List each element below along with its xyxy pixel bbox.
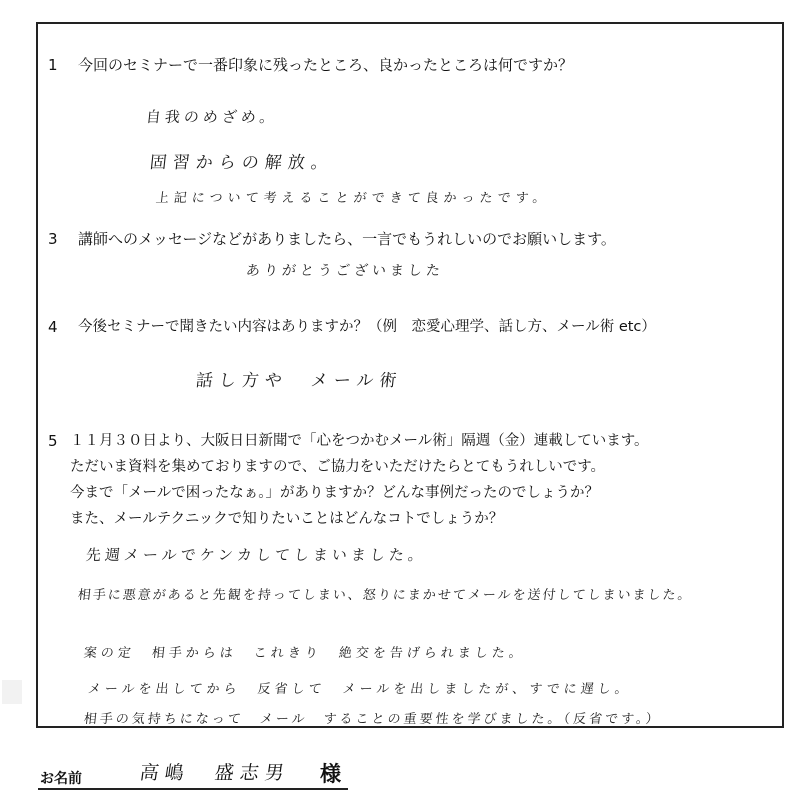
scan-artifact	[2, 680, 22, 704]
survey-frame	[36, 22, 784, 728]
question-number: 3	[48, 230, 58, 248]
question-3-text: 講師へのメッセージなどがありましたら、一言でもうれしいのでお願いします。	[78, 230, 616, 248]
question-5-line: 今まで「メールで困ったなぁ。」がありますか？どんな事例だったのでしょうか？	[70, 485, 599, 501]
answer-5-line: 先週メールでケンカしてしまいました。	[85, 546, 428, 564]
question-5-line: ただいま資料を集めておりますので、ご協力をいただけたらとてもうれしいです。	[70, 459, 606, 475]
answer-1-line: 自我のめざめ。	[145, 108, 280, 126]
page-top	[0, 0, 800, 8]
question-number: 1	[48, 56, 58, 74]
question-5-line: １１月３０日より、大阪日日新聞で「心をつかむメール術」隔週（金）連載しています。	[70, 433, 649, 449]
name-label: お名前	[40, 771, 82, 787]
name-underline	[38, 788, 348, 790]
answer-1-line: 上記について考えることができて良かったです。	[155, 191, 552, 206]
question-4-text: 今後セミナーで聞きたい内容はありますか？（例 恋愛心理学、話し方、メール術 etc）	[78, 319, 656, 335]
answer-5-line: 案の定 相手からは これきり 絶交を告げられました。	[83, 646, 527, 661]
answer-4-line: 話し方や メール術	[194, 371, 404, 391]
question-5-line: また、メールテクニックで知りたいことはどんなコトでしょうか？	[70, 511, 504, 527]
question-1-text: 今回のセミナーで一番印象に残ったところ、良かったところは何ですか？	[78, 56, 574, 74]
question-number: 4	[48, 318, 58, 336]
honorific: 様	[320, 762, 341, 786]
answer-1-line: 固習からの解放。	[148, 153, 335, 173]
name-value: 高嶋 盛志男	[138, 762, 292, 784]
answer-5-line: 相手に悪意があると先観を持ってしまい、怒りにまかせてメールを送付してしまいました。	[77, 588, 694, 603]
answer-5-line: メールを出してから 反省して メールを出しましたが、すでに遅し。	[87, 682, 633, 697]
answer-3-line: ありがとうございました	[245, 263, 445, 279]
answer-5-line: 相手の気持ちになって メール することの重要性を学びました。（反省です。）	[83, 712, 663, 727]
question-number: 5	[48, 432, 58, 450]
